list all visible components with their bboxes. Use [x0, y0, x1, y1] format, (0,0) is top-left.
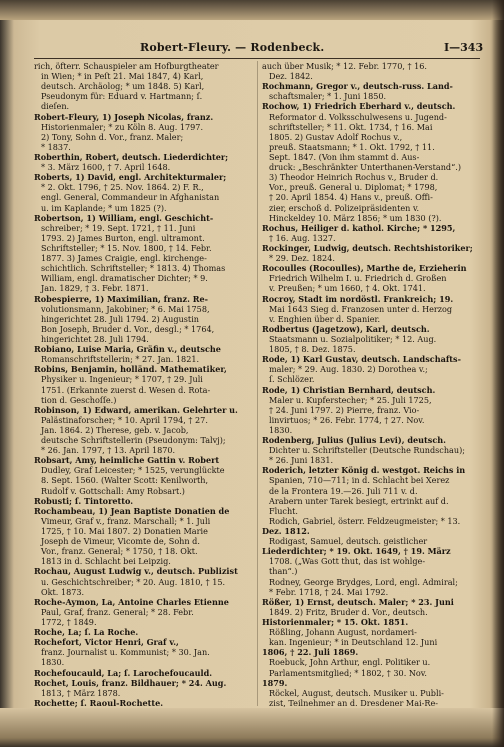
entry-line: Liederdichter; * 19. Okt. 1649, † 19. März — [262, 546, 451, 557]
entry-line: Roebuck, John Arthur, engl. Politiker u. — [269, 657, 431, 668]
entry-line: Rocoulles (Rocoulles), Marthe de, Erzieherin — [262, 263, 467, 274]
entry-line: 1806, † 22. Juli 1869. — [262, 647, 359, 658]
entry-line: 1751. (Erkannte zuerst d. Wesen d. Rota- — [41, 384, 211, 395]
entry-line: Robusti; ſ. Tintoretto. — [34, 495, 134, 506]
book-spine-shadow — [492, 0, 504, 747]
entry-line: Rockinger, Ludwig, deutsch. Rechtshistoriker; — [262, 242, 473, 253]
entry-line: franz. Journalist u. Kommunist; * 30. Jan. — [41, 647, 210, 658]
page-number: I—343 — [444, 41, 484, 54]
entry-line: Dez. 1842. — [269, 71, 313, 82]
entry-line: † 24. Juni 1797. 2) Pierre, franz. Vio- — [269, 404, 420, 415]
entry-line: Röckel, August, deutsch. Musiker u. Publi- — [269, 687, 444, 698]
entry-line: Rochau, August Ludwig v., deutsch. Publizist — [34, 566, 238, 577]
column-divider — [257, 61, 258, 706]
entry-line: Rodenberg, Julius (Julius Levi), deutsch. — [262, 435, 446, 446]
entry-line: preuß. Staatsmann; * 1. Okt. 1792, † 11. — [269, 141, 435, 152]
entry-line: Rochambeau, 1) Jean Baptiste Donatien de — [34, 505, 230, 516]
entry-line: Robertson, 1) William, engl. Geschicht- — [34, 212, 214, 223]
entry-line: Rocroy, Stadt im nordöstl. Frankreich; 19. — [262, 293, 454, 304]
entry-line: ſ. Schlözer. — [269, 374, 315, 385]
entry-line: Friedrich Wilhelm I. u. Friedrich d. Großen — [269, 273, 447, 284]
entry-line: † 20. April 1854. 4) Hans v., preuß. Offi- — [269, 192, 433, 203]
entry-line: Arabern unter Tarek besiegt, ertrinkt auf d. — [269, 495, 449, 506]
entry-line: druck: „Beschränkter Unterthanen-Verstand“.) — [269, 162, 461, 173]
entry-line: Rochus, Heiliger d. kathol. Kirche; * 1295, — [262, 222, 456, 233]
page-top-edge — [0, 0, 504, 20]
entry-line: Roche, La; ſ. La Roche. — [34, 627, 139, 638]
entry-line: schreiber; * 19. Sept. 1721, † 11. Juni — [41, 222, 196, 233]
entry-line: Rochmann, Gregor v., deutsch-russ. Land- — [262, 81, 453, 92]
entry-line: schaftsmaler; * 1. Juni 1850. — [269, 91, 387, 102]
entry-line: 3) Theodor Heinrich Rochus v., Bruder d. — [269, 172, 439, 183]
entry-line: Rodbertus (Jagetzow), Karl, deutsch. — [262, 323, 430, 334]
entry-line: rich, öfterr. Schauspieler am Hofburgtheater — [34, 61, 219, 71]
entry-line: 1813 in d. Schlacht bei Leipzig. — [41, 556, 171, 567]
entry-line: Vimeur, Graf v., franz. Marschall; * 1. Juli — [41, 515, 211, 526]
entry-line: Rochet, Louis, franz. Bildhauer; * 24. Aug. — [34, 677, 227, 688]
entry-line: Bon Joseph, Bruder d. Vor., desgl.; * 1764, — [41, 323, 215, 334]
entry-line: Dichter u. Schriftsteller (Deutsche Rundschau); — [269, 445, 465, 456]
entry-line: * 26. Jan. 1797, † 13. April 1870. — [41, 445, 176, 456]
entry-line: Rochefoucauld, La; ſ. Larochefoucauld. — [34, 667, 213, 678]
entry-line: Pseudonym für: Eduard v. Hartmann; ſ. — [41, 91, 203, 102]
entry-line: schichtlich. Schriftsteller; * 1813. 4) Thomas — [41, 263, 226, 274]
entry-line: 1830. — [269, 424, 293, 435]
entry-line: Robespierre, 1) Maximilian, franz. Re- — [34, 293, 208, 304]
entry-line: Rochette; ſ. Raoul-Rochette. — [34, 697, 164, 708]
entry-line: 2) Tony, Sohn d. Vor., franz. Maler; — [41, 131, 184, 142]
entry-line: than“.) — [269, 566, 298, 577]
entry-line: 1793. 2) James Burton, engl. ultramont. — [41, 232, 205, 243]
entry-line: * 2. Okt. 1796, † 25. Nov. 1864. 2) F. R., — [41, 182, 204, 193]
left-column — [34, 61, 252, 738]
entry-line: 1830. — [41, 657, 65, 668]
entry-line: 1879. — [262, 677, 288, 688]
running-title: Robert-Fleury. — Rodenbeck. — [140, 41, 325, 54]
entry-line: Dez. 1812. — [262, 526, 310, 537]
entry-line: deutsche Schriftstellerin (Pseudonym: Talvj); — [41, 435, 226, 446]
entry-line: Rochow, 1) Friedrich Eberhard v., deutsch. — [262, 101, 456, 112]
entry-line: Roberthin, Robert, deutsch. Liederdichter; — [34, 151, 229, 162]
entry-line: auch über Musik; * 12. Febr. 1770, † 16. — [262, 61, 427, 71]
entry-line: Roche-Aymon, La, Antoine Charles Etienne — [34, 596, 229, 607]
entry-line: hingerichtet 28. Juli 1794. 2) Augustin — [41, 313, 199, 324]
entry-line: Roberts, 1) David, engl. Architekturmaler; — [34, 172, 227, 183]
entry-line: Rochefort, Victor Henri, Graf v., — [34, 637, 179, 648]
entry-line: Robinson, 1) Edward, amerikan. Gelehrter u. — [34, 404, 238, 415]
entry-line: dieſen. — [41, 101, 70, 112]
entry-line: tion d. Geschoſſe.) — [41, 394, 117, 405]
entry-line: Robins, Benjamin, holländ. Mathematiker, — [34, 364, 227, 375]
entry-line: in Wien; * in Peſt 21. Mai 1847, 4) Karl, — [41, 71, 204, 82]
entry-line: Parlamentsmitglied; * 1802, † 30. Nov. — [269, 667, 427, 678]
entry-line: kan. Ingenieur; * in Deutschland 12. Juni — [269, 637, 438, 648]
entry-line: Flucht. — [269, 505, 298, 516]
entry-line: Historienmaler; * 15. Okt. 1851. — [262, 617, 409, 628]
entry-line: Jan. 1829, † 3. Febr. 1871. — [41, 283, 149, 294]
entry-line: zist, Teilnehmer an d. Dresdener Mai-Re- — [269, 697, 438, 708]
entry-line: schriftsteller; * 11. Okt. 1734, † 16. Mai — [269, 121, 433, 132]
entry-line: * 1837. — [41, 141, 71, 152]
entry-line: 1772, † 1849. — [41, 617, 97, 628]
right-column — [262, 61, 480, 738]
entry-line: Hinckeldey 10. März 1856; * um 1830 (?). — [269, 212, 442, 223]
entry-line: Physiker u. Ingenieur; * 1707, † 29. Juli — [41, 374, 203, 385]
entry-line: Historienmaler; * zu Köln 8. Aug. 1797. — [41, 121, 204, 132]
entry-line: 8. Sept. 1560. (Walter Scott: Kenilworth, — [41, 475, 209, 486]
page-bottom-edge — [0, 708, 504, 747]
entry-line: Rudolf v. Gottschall: Amy Robsart.) — [41, 485, 185, 496]
entry-line: de la Frontera 19.—26. Juli 711 v. d. — [269, 485, 418, 496]
entry-line: Rößling, Johann August, nordameri- — [269, 627, 417, 638]
entry-line: 1805. 2) Gustav Adolf Rochus v., — [269, 131, 403, 142]
entry-line: Rodney, George Brydges, Lord, engl. Admiral; — [269, 576, 458, 587]
entry-line: linvirtuos; * 26. Febr. 1774, † 27. Nov. — [269, 414, 425, 425]
entry-line: Robsart, Amy, heimliche Gattin v. Robert — [34, 455, 220, 466]
entry-line: Mai 1643 Sieg d. Franzosen unter d. Herzog — [269, 303, 453, 314]
entry-line: Rodigast, Samuel, deutsch. geistlicher — [269, 536, 428, 547]
entry-line: Sept. 1847. (Von ihm stammt d. Aus- — [269, 151, 420, 162]
entry-line: * 26. Juni 1831. — [269, 455, 334, 466]
entry-line: Palästinaforscher; * 10. April 1794, † 27. — [41, 414, 208, 425]
entry-line: Paul, Graf, franz. General; * 28. Febr. — [41, 606, 194, 617]
entry-line: u. Geschichtschreiber; * 20. Aug. 1810, † 15. — [41, 576, 226, 587]
entry-line: Rode, 1) Karl Gustav, deutsch. Landschafts- — [262, 354, 461, 365]
header-rule — [34, 58, 480, 59]
entry-line: Roderich, letzter König d. westgot. Reichs in — [262, 465, 466, 476]
entry-line: Robiano, Luise Maria, Gräfin v., deutsche — [34, 344, 221, 355]
entry-line: 1725, † 10. Mai 1807. 2) Donatien Marie — [41, 526, 208, 537]
entry-line: † 16. Aug. 1327. — [269, 232, 336, 243]
entry-line: * 3. März 1600, † 7. April 1648. — [41, 162, 171, 173]
entry-line: Robert-Fleury, 1) Joseph Nicolas, franz. — [34, 111, 214, 122]
entry-line: v. Enghien über d. Spanier. — [269, 313, 381, 324]
entry-line: Okt. 1873. — [41, 586, 85, 597]
entry-line: volutionsmann, Jakobiner; * 6. Mai 1758, — [41, 303, 210, 314]
entry-line: Schriftsteller; * 15. Nov. 1800, † 14. Febr. — [41, 242, 212, 253]
entry-line: 1805, † 8. Dez. 1875. — [269, 344, 356, 355]
entry-line: engl. General, Commandeur in Afghanistan — [41, 192, 220, 203]
entry-line: Vor., preuß. General u. Diplomat; * 1798, — [269, 182, 438, 193]
entry-line: Spanien, 710—711; in d. Schlacht bei Xerez — [269, 475, 450, 486]
entry-line: deutsch. Archäolog; * um 1848. 5) Karl, — [41, 81, 205, 92]
entry-line: Joseph de Vimeur, Vicomte de, Sohn d. — [41, 536, 200, 547]
entry-line: v. Preußen; * um 1660, † 4. Okt. 1741. — [269, 283, 426, 294]
entry-line: Rößer, 1) Ernst, deutsch. Maler; * 23. Juni — [262, 596, 454, 607]
running-header — [0, 39, 504, 57]
entry-line: Vor., franz. General; * 1750, † 18. Okt. — [41, 546, 198, 557]
entry-line: Jan. 1864. 2) Therese, geb. v. Jacob, — [41, 424, 189, 435]
entry-line: u. im Kaplande; * um 1825 (?). — [41, 202, 167, 213]
entry-line: Dudley, Graf Leicester; * 1525, verunglückte — [41, 465, 225, 476]
entry-line: hingerichtet 28. Juli 1794. — [41, 333, 149, 344]
entry-line: 1708. („Was Gott thut, das ist wohlge- — [269, 556, 426, 567]
entry-line: 1877. 3) James Craigie, engl. kirchenge- — [41, 253, 207, 264]
entry-line: William, engl. dramatischer Dichter; * 9. — [41, 273, 208, 284]
entry-line: Maler u. Kupferstecher; * 25. Juli 1725, — [269, 394, 432, 405]
entry-line: Reformator d. Volksschulwesens u. Jugend- — [269, 111, 447, 122]
entry-line: maler; * 29. Aug. 1830. 2) Dorothea v.; — [269, 364, 428, 375]
entry-line: Staatsmann u. Sozialpolitiker; * 12. Aug. — [269, 333, 437, 344]
entry-line: 1849. 2) Fritz, Bruder d. Vor., deutsch. — [269, 606, 428, 617]
entry-line: * 29. Dez. 1824. — [269, 253, 335, 264]
entry-line: zier, erschoß d. Polizeipräsidenten v. — [269, 202, 420, 213]
entry-line: * Febr. 1718, † 24. Mai 1792. — [269, 586, 389, 597]
entry-line: Rodich, Gabriel, österr. Feldzeugmeister; * 13. — [269, 515, 461, 526]
entry-line: Romanschriftstellerin; * 27. Jan. 1821. — [41, 354, 200, 365]
entry-line: 1813, † März 1878. — [41, 687, 121, 698]
entry-line: Rode, 1) Christian Bernhard, deutsch. — [262, 384, 436, 395]
